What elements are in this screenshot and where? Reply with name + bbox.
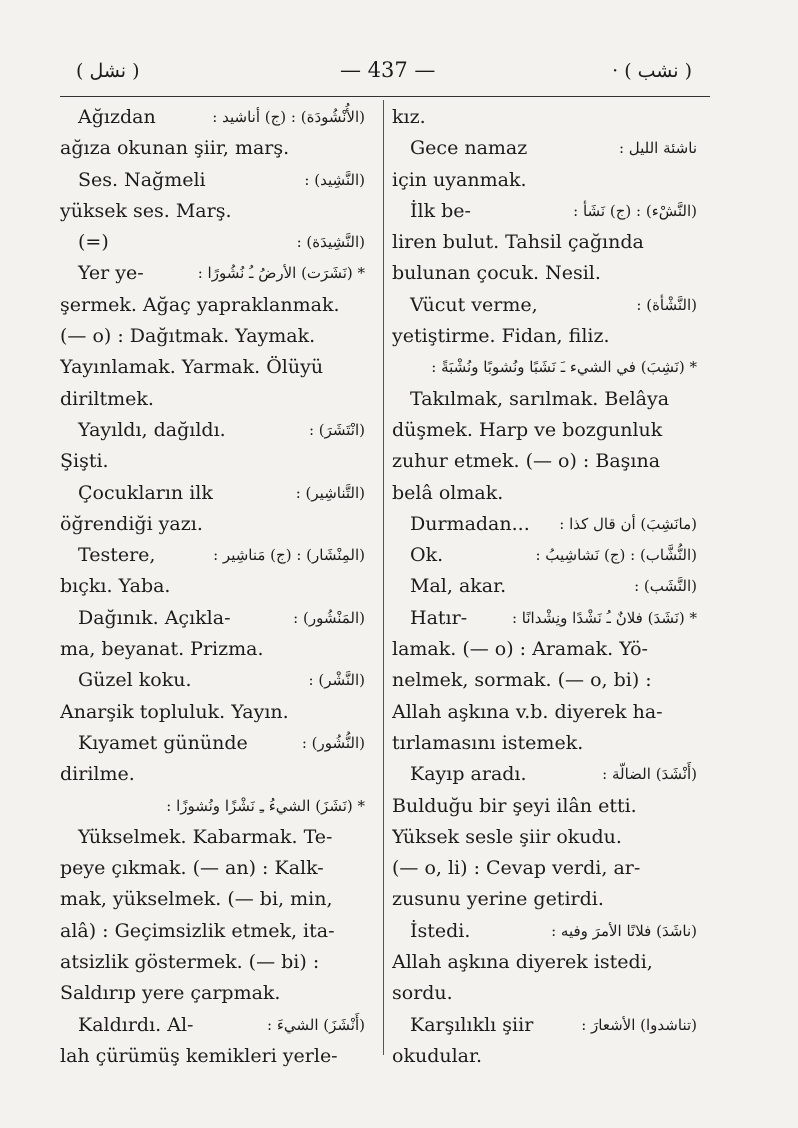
arabic-headword: (النَّشَب) : bbox=[634, 577, 697, 596]
turkish-text: bıçkı. Yaba. bbox=[60, 575, 171, 598]
turkish-text: tırlamasını istemek. bbox=[392, 731, 584, 754]
arabic-headword: (تناشدوا) الأشعارَ : bbox=[581, 1015, 697, 1034]
turkish-text: İstedi. bbox=[410, 919, 471, 942]
dictionary-line bbox=[60, 321, 365, 352]
turkish-text: okudular. bbox=[392, 1044, 483, 1067]
arabic-headword: (الأُنْشُودَة) : (ج) أناشيد : bbox=[212, 108, 365, 126]
arabic-headword: (أَنْشَزَ) الشيءَ : bbox=[267, 1015, 365, 1034]
turkish-text: Mal, akar. bbox=[410, 575, 507, 598]
dictionary-line bbox=[60, 509, 365, 540]
turkish-text: yüksek ses. Marş. bbox=[60, 199, 232, 222]
arabic-headword: (النَّشْأة) : bbox=[636, 295, 697, 314]
arabic-headword: * (نَشِبَ) في الشيء ـَ نَشَبًا ونُشوبًا ونُشْبَةً : bbox=[431, 358, 697, 377]
dictionary-line bbox=[392, 1010, 697, 1041]
arabic-headword: (النُّشَّاب) : (ج) نَشاشِيبُ : bbox=[535, 546, 697, 565]
arabic-headword: (النَّشِيدَة) : bbox=[296, 233, 365, 252]
turkish-text: mak, yükselmek. (— bi, min, bbox=[60, 888, 333, 911]
dictionary-line bbox=[60, 102, 365, 133]
arabic-headword: (المِنْشَار) : (ج) مَناشِير : bbox=[213, 546, 365, 565]
dictionary-line bbox=[60, 947, 365, 978]
dictionary-line bbox=[392, 1041, 697, 1072]
turkish-text: Yükselmek. Kabarmak. Te- bbox=[78, 825, 333, 848]
turkish-text: Takılmak, sarılmak. Belâya bbox=[410, 387, 670, 410]
turkish-text: şermek. Ağaç yapraklanmak. bbox=[60, 293, 340, 316]
turkish-text: Durmadan... bbox=[410, 512, 530, 535]
turkish-text: (— o) : Dağıtmak. Yaymak. bbox=[60, 325, 316, 348]
dictionary-line bbox=[392, 884, 697, 915]
turkish-text: Kıyamet gününde bbox=[78, 731, 248, 754]
header-rule bbox=[60, 96, 710, 97]
dictionary-line bbox=[392, 258, 697, 289]
turkish-text: liren bulut. Tahsil çağında bbox=[392, 231, 644, 254]
turkish-text: Ses. Nağmeli bbox=[78, 168, 206, 191]
dictionary-line bbox=[60, 665, 365, 696]
turkish-text: düşmek. Harp ve bozgunluk bbox=[392, 418, 663, 441]
dictionary-line bbox=[60, 978, 365, 1009]
dictionary-line bbox=[60, 853, 365, 884]
turkish-text: sordu. bbox=[392, 982, 453, 1005]
dictionary-line bbox=[392, 697, 697, 728]
dictionary-line bbox=[60, 165, 365, 196]
dictionary-line bbox=[60, 697, 365, 728]
dictionary-line bbox=[392, 227, 697, 258]
dictionary-line bbox=[392, 759, 697, 790]
arabic-headword: (المَنْشُور) : bbox=[293, 608, 365, 627]
header-right-entry: · ( نشب ) bbox=[612, 60, 692, 82]
turkish-text: Dağınık. Açıkla- bbox=[78, 606, 231, 629]
dictionary-line bbox=[60, 415, 365, 446]
dictionary-line bbox=[392, 603, 697, 634]
dictionary-line bbox=[392, 978, 697, 1009]
dictionary-line bbox=[392, 102, 697, 133]
dictionary-line bbox=[60, 352, 365, 383]
turkish-text: Bulduğu bir şeyi ilân etti. bbox=[392, 794, 637, 817]
turkish-text: Hatır- bbox=[410, 606, 468, 629]
arabic-headword: * (نَشَدَ) فلانٌ ـُ نَشْدًا ونِشْدانًا : bbox=[511, 608, 697, 627]
turkish-text: (=) bbox=[78, 231, 109, 254]
dictionary-line bbox=[392, 478, 697, 509]
dictionary-line bbox=[60, 603, 365, 634]
dictionary-line bbox=[60, 446, 365, 477]
turkish-text: Yayınlamak. Yarmak. Ölüyü bbox=[60, 356, 324, 379]
arabic-headword: (انْتَشَرَ) : bbox=[308, 420, 365, 439]
turkish-text: Saldırıp yere çarpmak. bbox=[60, 982, 281, 1005]
dictionary-line bbox=[392, 509, 697, 540]
turkish-text: Yayıldı, dağıldı. bbox=[78, 418, 226, 441]
turkish-text: Allah aşkına diyerek istedi, bbox=[392, 951, 653, 974]
turkish-text: ağıza okunan şiir, marş. bbox=[60, 137, 290, 160]
dictionary-line bbox=[60, 478, 365, 509]
arabic-headword: (النَّشِيد) : bbox=[304, 170, 365, 189]
turkish-text: peye çıkmak. (— an) : Kalk- bbox=[60, 857, 324, 880]
turkish-text: Yüksek sesle şiir okudu. bbox=[392, 825, 622, 848]
turkish-text: Kayıp aradı. bbox=[410, 763, 527, 786]
turkish-text: nelmek, sormak. (— o, bi) : bbox=[392, 669, 652, 692]
turkish-text: lah çürümüş kemikleri yerle- bbox=[60, 1044, 338, 1067]
turkish-text: İlk be- bbox=[410, 199, 471, 222]
dictionary-line bbox=[392, 947, 697, 978]
dictionary-line bbox=[392, 665, 697, 696]
dictionary-line bbox=[60, 571, 365, 602]
page-header bbox=[60, 56, 710, 92]
dictionary-line bbox=[60, 728, 365, 759]
dictionary-line bbox=[60, 822, 365, 853]
header-left-entry: ( نشل ) bbox=[76, 60, 140, 82]
arabic-headword: (مانَشِبَ) أن قال كذا : bbox=[559, 514, 697, 533]
arabic-headword: (النُّشُور) : bbox=[301, 733, 365, 752]
turkish-text: zuhur etmek. (— o) : Başına bbox=[392, 450, 661, 473]
turkish-text: (— o, li) : Cevap verdi, ar- bbox=[392, 857, 641, 880]
turkish-text: Allah aşkına v.b. diyerek ha- bbox=[392, 700, 663, 723]
arabic-headword: (النَّشْر) : bbox=[308, 671, 365, 690]
turkish-text: için uyanmak. bbox=[392, 168, 527, 191]
turkish-text: Çocukların ilk bbox=[78, 481, 213, 504]
arabic-headword: * (نَشَزَ) الشيءُ ـِ نَشْزًا ونُشوزًا : bbox=[166, 796, 365, 815]
page-number: — 437 — bbox=[340, 58, 436, 82]
arabic-headword: (أَنْشَدَ) الضالّة : bbox=[602, 765, 697, 784]
dictionary-line bbox=[392, 853, 697, 884]
turkish-text: dirilme. bbox=[60, 763, 135, 786]
dictionary-line bbox=[392, 634, 697, 665]
turkish-text: ma, beyanat. Prizma. bbox=[60, 638, 264, 661]
dictionary-line bbox=[60, 791, 365, 822]
turkish-text: Gece namaz bbox=[410, 137, 528, 160]
dictionary-line bbox=[392, 540, 697, 571]
turkish-text: Yer ye- bbox=[78, 262, 144, 285]
turkish-text: Karşılıklı şiir bbox=[410, 1013, 534, 1036]
turkish-text: kız. bbox=[392, 106, 426, 128]
dictionary-line bbox=[60, 1041, 365, 1072]
turkish-text: Anarşik topluluk. Yayın. bbox=[60, 700, 289, 723]
dictionary-line bbox=[392, 728, 697, 759]
turkish-text: Ok. bbox=[410, 544, 444, 567]
turkish-text: bulunan çocuk. Nesil. bbox=[392, 262, 601, 285]
dictionary-line bbox=[60, 884, 365, 915]
dictionary-line bbox=[392, 446, 697, 477]
arabic-headword: (ناشَدَ) فلانًا الأمرَ وفيه : bbox=[551, 921, 697, 940]
dictionary-line bbox=[60, 133, 365, 164]
turkish-text: diriltmek. bbox=[60, 387, 154, 410]
dictionary-line bbox=[392, 415, 697, 446]
arabic-headword: * (نَشَرَت) الأرضُ ـُ نُشُورًا : bbox=[197, 264, 365, 283]
turkish-text: Şişti. bbox=[60, 450, 109, 473]
arabic-headword: ناشئة الليل : bbox=[618, 139, 697, 158]
turkish-text: Testere, bbox=[78, 544, 156, 567]
dictionary-line bbox=[392, 321, 697, 352]
column-divider bbox=[383, 100, 384, 1055]
turkish-text: Kaldırdı. Al- bbox=[78, 1013, 194, 1036]
dictionary-line bbox=[392, 196, 697, 227]
dictionary-line bbox=[392, 165, 697, 196]
dictionary-line bbox=[392, 352, 697, 383]
dictionary-line bbox=[60, 196, 365, 227]
dictionary-line bbox=[60, 759, 365, 790]
turkish-text: Ağızdan bbox=[78, 106, 156, 128]
right-column bbox=[392, 102, 697, 1072]
dictionary-line bbox=[392, 133, 697, 164]
left-column bbox=[60, 102, 365, 1072]
turkish-text: Güzel koku. bbox=[78, 669, 192, 692]
turkish-text: yetiştirme. Fidan, filiz. bbox=[392, 325, 610, 348]
dictionary-line bbox=[392, 384, 697, 415]
turkish-text: öğrendiği yazı. bbox=[60, 512, 203, 535]
dictionary-line bbox=[60, 258, 365, 289]
dictionary-line bbox=[60, 540, 365, 571]
dictionary-line bbox=[392, 571, 697, 602]
turkish-text: Vücut verme, bbox=[410, 293, 538, 316]
turkish-text: atsizlik göstermek. (— bi) : bbox=[60, 951, 320, 974]
dictionary-line bbox=[60, 227, 365, 258]
dictionary-line bbox=[392, 822, 697, 853]
turkish-text: zusunu yerine getirdi. bbox=[392, 888, 604, 911]
dictionary-line bbox=[392, 791, 697, 822]
dictionary-line bbox=[60, 916, 365, 947]
turkish-text: lamak. (— o) : Aramak. Yö- bbox=[392, 638, 648, 661]
turkish-text: alâ) : Geçimsizlik etmek, ita- bbox=[60, 919, 335, 942]
dictionary-line bbox=[392, 290, 697, 321]
dictionary-line bbox=[60, 290, 365, 321]
dictionary-line bbox=[392, 916, 697, 947]
dictionary-line bbox=[60, 634, 365, 665]
arabic-headword: (التَّناشِير) : bbox=[295, 483, 365, 502]
turkish-text: belâ olmak. bbox=[392, 481, 504, 504]
dictionary-line bbox=[60, 384, 365, 415]
dictionary-line bbox=[60, 1010, 365, 1041]
arabic-headword: (النَّشْء) : (ج) نَشَأ : bbox=[573, 201, 697, 220]
